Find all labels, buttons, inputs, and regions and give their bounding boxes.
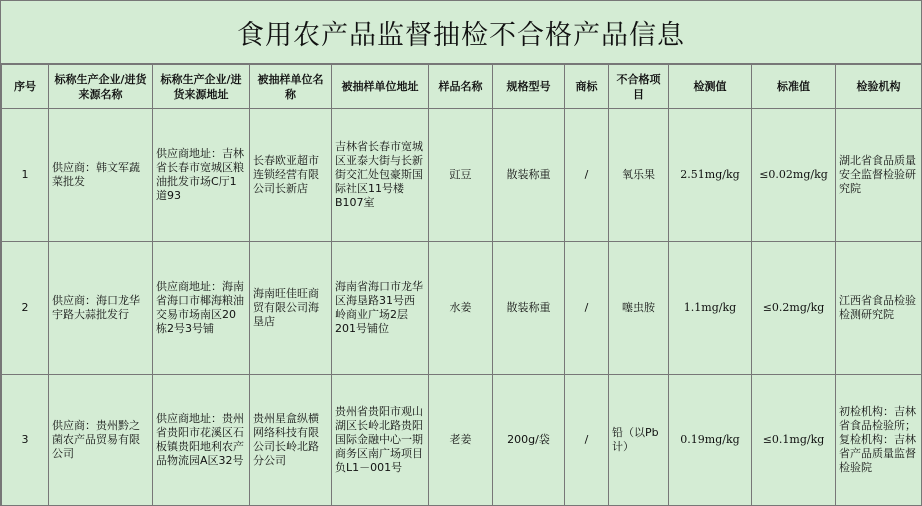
cell-sampled-address: 吉林省长春市宽城区亚泰大街与长新街交汇处包豪斯国际社区11号楼B107室 bbox=[332, 109, 429, 242]
cell-sampled-address: 海南省海口市龙华区海垦路31号西岭商业广场2层201号铺位 bbox=[332, 242, 429, 375]
cell-brand: / bbox=[565, 242, 609, 375]
cell-agency: 初检机构：吉林省食品检验所；复检机构：吉林省产品质量监督检验院 bbox=[836, 375, 922, 506]
cell-spec: 200g/袋 bbox=[493, 375, 565, 506]
header-result: 检测值 bbox=[669, 65, 752, 109]
cell-failed-item: 噻虫胺 bbox=[609, 242, 669, 375]
header-agency: 检验机构 bbox=[836, 65, 922, 109]
cell-agency: 湖北省食品质量安全监督检验研究院 bbox=[836, 109, 922, 242]
cell-spec: 散装称重 bbox=[493, 109, 565, 242]
cell-supplier-name: 供应商：韩文军蔬菜批发 bbox=[49, 109, 153, 242]
cell-seq: 3 bbox=[2, 375, 49, 506]
header-brand: 商标 bbox=[565, 65, 609, 109]
cell-sampled-unit: 海南旺佳旺商贸有限公司海垦店 bbox=[250, 242, 332, 375]
cell-failed-item: 氧乐果 bbox=[609, 109, 669, 242]
header-failed-item: 不合格项目 bbox=[609, 65, 669, 109]
header-sampled-address: 被抽样单位地址 bbox=[332, 65, 429, 109]
cell-result: 0.19mg/kg bbox=[669, 375, 752, 506]
header-supplier-name: 标称生产企业/进货来源名称 bbox=[49, 65, 153, 109]
header-seq: 序号 bbox=[2, 65, 49, 109]
cell-failed-item: 铅（以Pb计） bbox=[609, 375, 669, 506]
cell-sample-name: 水姜 bbox=[429, 242, 493, 375]
cell-sample-name: 豇豆 bbox=[429, 109, 493, 242]
cell-brand: / bbox=[565, 109, 609, 242]
cell-standard: ≤0.2mg/kg bbox=[752, 242, 836, 375]
cell-seq: 2 bbox=[2, 242, 49, 375]
cell-sampled-unit: 长春欧亚超市连锁经营有限公司长新店 bbox=[250, 109, 332, 242]
header-supplier-address: 标称生产企业/进货来源地址 bbox=[153, 65, 250, 109]
cell-supplier-address: 供应商地址：贵州省贵阳市花溪区石板镇贵阳地利农产品物流园A区32号 bbox=[153, 375, 250, 506]
cell-standard: ≤0.1mg/kg bbox=[752, 375, 836, 506]
table-row bbox=[2, 375, 922, 506]
header-standard: 标准值 bbox=[752, 65, 836, 109]
cell-supplier-address: 供应商地址：海南省海口市椰海粮油交易市场南区20栋2号3号铺 bbox=[153, 242, 250, 375]
header-sample-name: 样品名称 bbox=[429, 65, 493, 109]
cell-sample-name: 老姜 bbox=[429, 375, 493, 506]
cell-spec: 散装称重 bbox=[493, 242, 565, 375]
header-row bbox=[2, 65, 922, 109]
inspection-table bbox=[1, 64, 922, 506]
cell-agency: 江西省食品检验检测研究院 bbox=[836, 242, 922, 375]
cell-supplier-name: 供应商：海口龙华宇路大蒜批发行 bbox=[49, 242, 153, 375]
header-spec: 规格型号 bbox=[493, 65, 565, 109]
cell-standard: ≤0.02mg/kg bbox=[752, 109, 836, 242]
cell-supplier-name: 供应商：贵州黔之菌农产品贸易有限公司 bbox=[49, 375, 153, 506]
cell-result: 2.51mg/kg bbox=[669, 109, 752, 242]
cell-supplier-address: 供应商地址：吉林省长春市宽城区粮油批发市场C厅1道93 bbox=[153, 109, 250, 242]
header-sampled-unit: 被抽样单位名称 bbox=[250, 65, 332, 109]
cell-result: 1.1mg/kg bbox=[669, 242, 752, 375]
cell-seq: 1 bbox=[2, 109, 49, 242]
table-row bbox=[2, 109, 922, 242]
cell-brand: / bbox=[565, 375, 609, 506]
cell-sampled-address: 贵州省贵阳市观山湖区长岭北路贵阳国际金融中心一期商务区南广场项目负L1－001号 bbox=[332, 375, 429, 506]
cell-sampled-unit: 贵州星盒纵横网络科技有限公司长岭北路分公司 bbox=[250, 375, 332, 506]
table-row bbox=[2, 242, 922, 375]
page-title: 食用农产品监督抽检不合格产品信息 bbox=[1, 1, 921, 64]
